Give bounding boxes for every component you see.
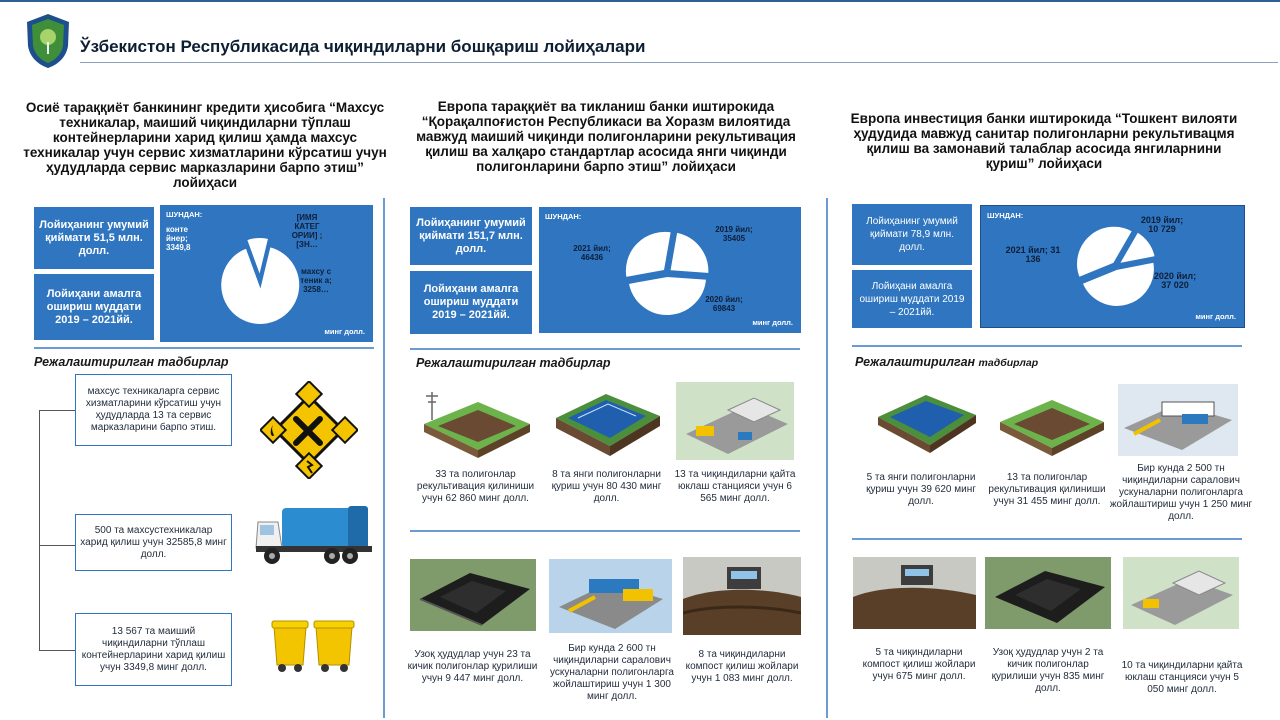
top-border bbox=[0, 0, 1280, 2]
col1-item-2: 500 та махсустехникалар харид қилиш учун 32585,8 минг долл. bbox=[75, 514, 232, 571]
col1-tree-tick-3 bbox=[39, 650, 75, 651]
col1-chart-unit: минг долл. bbox=[324, 327, 365, 336]
col3-section-part-a: Режалаштирилган bbox=[855, 355, 979, 369]
column-divider-1 bbox=[383, 198, 385, 718]
col2-chart-header: ШУНДАН: bbox=[545, 212, 582, 221]
col3-chart-unit: минг долл. bbox=[1195, 312, 1236, 321]
col3-pie bbox=[981, 206, 1246, 329]
col2-label-2020: 2020 йил; 69843 bbox=[705, 295, 743, 313]
col3-section-part-b: тадбирлар bbox=[978, 357, 1039, 369]
new-landfill-image bbox=[548, 382, 666, 462]
col2-row2-item-2: Бир кунда 2 600 тн чиқиндиларни саралович ускуналарни полигонларга жойлаштириш учун 1 300 минг долл. bbox=[550, 643, 674, 702]
col1-tree-tick-1 bbox=[39, 410, 75, 411]
col2-label-2019: 2019 йил; 35405 bbox=[715, 225, 753, 243]
col1-period-box: Лойиҳани амалга ошириш муддати 2019 – 2021йй. bbox=[34, 274, 154, 340]
col1-label-category: [ИМЯ КАТЕГ ОРИИ] ; [ЗН… bbox=[291, 213, 323, 249]
col1-cost-box: Лойиҳанинг умумий қиймати 51,5 млн. долл. bbox=[34, 207, 154, 269]
col3-label-2019: 2019 йил; 10 729 bbox=[1140, 215, 1184, 234]
col2-label-2021: 2021 йил; 46436 bbox=[573, 244, 611, 262]
col1-chart-header: ШУНДАН: bbox=[166, 210, 203, 219]
col3-row1-item-3: Бир кунда 2 500 тн чиқиндиларни саралович ускуналарни полигонларга жойлаштириш учун 1 250 минг долл. bbox=[1109, 463, 1253, 522]
col1-section-title: Режалаштирилган тадбирлар bbox=[34, 355, 229, 369]
col3-row2-item-3: 10 та чиқиндиларни қайта юклаш станцияси учун 5 050 минг долл. bbox=[1121, 660, 1243, 695]
page-title: Ўзбекистон Республикасида чиқиндиларни бошқариш лойиҳалари bbox=[80, 37, 646, 56]
small-landfill-image bbox=[410, 559, 536, 631]
col1-item-1: махсус техникаларга сервис хизматларини кўрсатиш учун ҳудудларда 13 та сервис марказларини барпо этиш. bbox=[75, 374, 232, 446]
col2-chart-unit: минг долл. bbox=[752, 318, 793, 327]
col3-row2-item-1: 5 та чиқиндиларни компост қилиш жойлари учун 675 минг долл. bbox=[862, 647, 976, 682]
title-divider bbox=[80, 62, 1278, 63]
col3-cost-box: Лойиҳанинг умумий қиймати 78,9 млн. долл. bbox=[852, 204, 972, 265]
col2-pie bbox=[539, 207, 801, 333]
sorting-equipment-image bbox=[549, 559, 672, 633]
col3-section-title bbox=[855, 355, 1038, 369]
col3-transfer-station-image bbox=[1123, 557, 1239, 629]
tools-sign-icon bbox=[260, 381, 358, 479]
col3-small-landfill-image bbox=[985, 557, 1111, 629]
transfer-station-image bbox=[676, 382, 794, 460]
col2-cost-box: Лойиҳанинг умумий қиймати 151,7 млн. долл. bbox=[410, 207, 532, 265]
pie-slice-2019 bbox=[669, 232, 709, 274]
col1-tree-line bbox=[39, 410, 40, 650]
col2-row2-item-1: Узоқ ҳудудлар учун 23 та кичик полигонлар қурилиши учун 9 447 минг долл. bbox=[407, 649, 538, 684]
col3-new-landfill-image bbox=[872, 387, 982, 457]
col1-label-container: конте йнер; 3349,8 bbox=[166, 225, 191, 252]
col2-row1-item-2: 8 та янги полигонларни қуриш учун 80 430 минг долл. bbox=[551, 469, 662, 504]
col2-title: Европа тараққиёт ва тикланиш банки иштирокида “Қорақалпоғистон Республикаси ва Хоразм вилоятида мавжуд маиший чиқинди полигонларини рекультивация қилиш ва халқаро стандартлар асосида янги чиқинди полигонларини барпо этиш” лойиҳаси bbox=[416, 99, 796, 174]
col2-period-box: Лойиҳани амалга ошириш муддати 2019 – 2021йй. bbox=[410, 271, 532, 334]
col3-chart bbox=[980, 205, 1245, 328]
col1-item-3: 13 567 та маиший чиқиндиларни тўплаш контейнерларини харид қилиш учун 3349,8 минг долл. bbox=[75, 613, 232, 686]
col3-row-divider bbox=[852, 538, 1242, 540]
col2-row1-item-3: 13 та чиқиндиларни қайта юклаш станцияси учун 6 565 минг долл. bbox=[674, 469, 796, 504]
col2-row2-item-3: 8 та чиқиндиларни компост қилиш жойлари учун 1 083 минг долл. bbox=[685, 649, 799, 684]
col3-section-divider bbox=[852, 345, 1242, 347]
col1-chart bbox=[160, 205, 373, 342]
col1-title: Осиё тараққиёт банкининг кредити ҳисобига “Махсус техникалар, маиший чиқиндиларни тўплаш контейнерларини харид қилиш ҳамда махсус техникалар учун сервис хизматларини кўрсатиш учун ҳудудларда сервис марказларини барпо этиш” лойиҳаси bbox=[23, 100, 387, 190]
garbage-truck-icon bbox=[252, 500, 377, 570]
col3-row2-item-2: Узоқ ҳудудлар учун 2 та кичик полигонлар қурилиши учун 835 минг долл. bbox=[991, 647, 1105, 694]
landfill-recultivation-image bbox=[418, 384, 536, 462]
col1-tree-tick-2 bbox=[39, 545, 75, 546]
compost-site-image bbox=[683, 557, 801, 635]
col3-row1-item-2: 13 та полигонлар рекультивация қилиниши учун 31 455 минг долл. bbox=[988, 472, 1106, 507]
column-divider-2 bbox=[826, 198, 828, 718]
col3-label-2020: 2020 йил; 37 020 bbox=[1153, 271, 1197, 290]
col3-label-2021: 2021 йил; 31 136 bbox=[1005, 245, 1061, 264]
col2-section-divider bbox=[410, 348, 800, 350]
col3-title: Европа инвестиция банки иштирокида “Тошкент вилояти ҳудудида мавжуд санитар полигонларни рекультивацмя қилиш ва замонавий талаблар асосида янгиларнини қуриш” лойиҳаси bbox=[850, 111, 1238, 171]
pie-slice-2020 bbox=[628, 276, 707, 316]
shield-logo-icon bbox=[24, 12, 72, 70]
col2-row1-item-1: 33 та полигонлар рекультивация қилиниши учун 62 860 минг долл. bbox=[416, 469, 535, 504]
col3-compost-image bbox=[853, 557, 976, 629]
col1-section-divider bbox=[34, 347, 374, 349]
col2-section-title: Режалаштирилган тадбирлар bbox=[416, 356, 611, 370]
waste-bins-icon bbox=[270, 615, 356, 673]
col3-sorting-image bbox=[1118, 384, 1238, 456]
col3-chart-header: ШУНДАН: bbox=[987, 211, 1024, 220]
col3-period-box: Лойиҳани амалга ошириш муддати 2019 – 2021йй. bbox=[852, 270, 972, 328]
col1-label-special: махсу с теник а; 3258… bbox=[300, 267, 332, 294]
col2-chart bbox=[539, 207, 801, 333]
col2-row-divider bbox=[410, 530, 800, 532]
pie-slice-2021 bbox=[625, 231, 672, 278]
col3-row1-item-1: 5 та янги полигонларни қуриш учун 39 620 минг долл. bbox=[866, 472, 976, 507]
col3-recultivation-image bbox=[996, 388, 1108, 460]
